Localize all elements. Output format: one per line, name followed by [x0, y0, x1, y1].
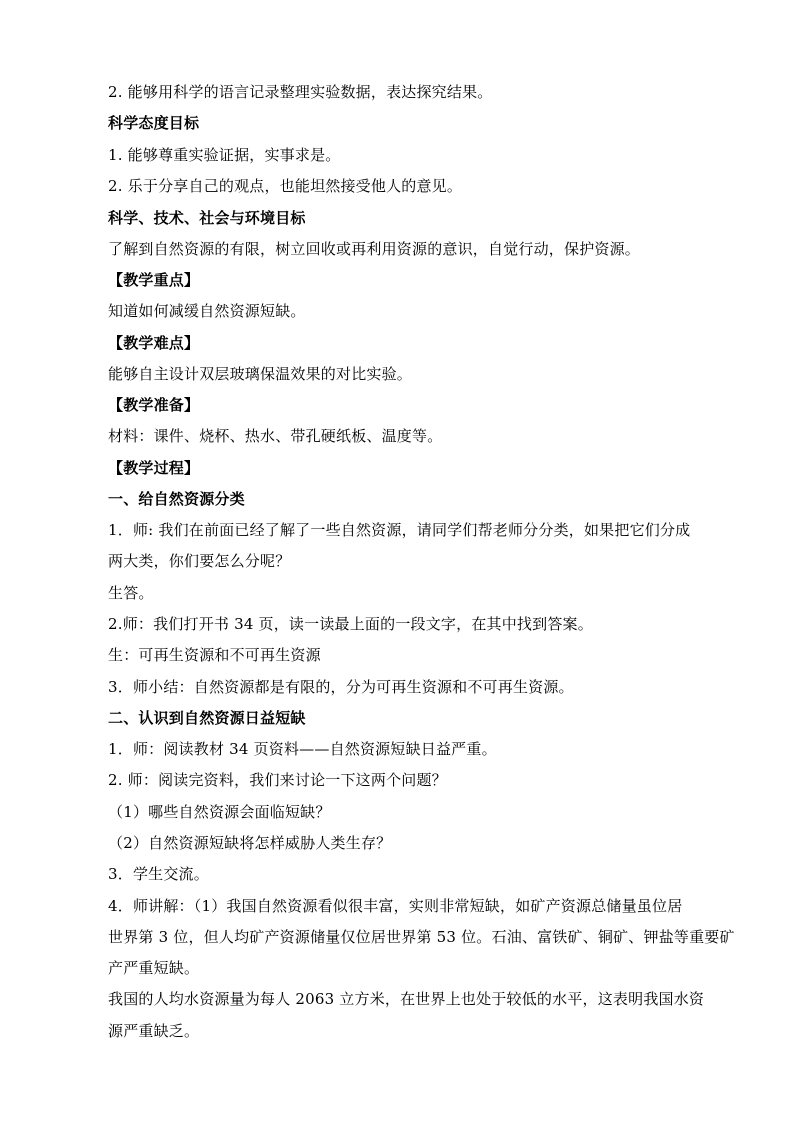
- paragraph-line: 4．师讲解：（1）我国自然资源看似很丰富，实则非常短缺，如矿产资源总储量虽位居: [108, 897, 683, 915]
- section-heading: 【教学准备】: [108, 396, 200, 414]
- section-heading: 二、认识到自然资源日益短缺: [108, 709, 306, 727]
- paragraph-line: 世界第 3 位，但人均矿产资源储量仅位居世界第 53 位。石油、富铁矿、铜矿、钾盐等重要矿: [108, 928, 735, 946]
- section-heading: 一、给自然资源分类: [108, 490, 245, 508]
- paragraph-line: 知道如何减缓自然资源短缺。: [108, 302, 306, 320]
- paragraph-line: 能够自主设计双层玻璃保温效果的对比实验。: [108, 365, 413, 383]
- paragraph-line: 材料：课件、烧杯、热水、带孔硬纸板、温度等。: [108, 427, 443, 445]
- paragraph-line: 两大类，你们要怎么分呢？: [108, 552, 291, 570]
- paragraph-line: 产严重短缺。: [108, 959, 200, 977]
- paragraph-line: 2. 师：阅读完资料，我们来讨论一下这两个问题？: [108, 771, 447, 789]
- section-heading: 【教学过程】: [108, 459, 200, 477]
- paragraph-line: 1．师：阅读教材 34 页资料——自然资源短缺日益严重。: [108, 740, 497, 758]
- section-heading: 【教学重点】: [108, 271, 200, 289]
- paragraph-line: 1．师: 我们在前面已经了解了一些自然资源，请同学们帮老师分分类，如果把它们分成: [108, 521, 691, 539]
- paragraph-line: 生答。: [108, 584, 154, 602]
- paragraph-line: 2. 乐于分享自己的观点，也能坦然接受他人的意见。: [108, 177, 463, 195]
- paragraph-line: 2. 能够用科学的语言记录整理实验数据，表达探究结果。: [108, 83, 493, 101]
- section-heading: 科学、技术、社会与环境目标: [108, 209, 306, 227]
- paragraph-line: 我国的人均水资源量为每人 2063 立方米，在世界上也处于较低的水平，这表明我国水资: [108, 990, 705, 1008]
- section-heading: 【教学难点】: [108, 334, 200, 352]
- paragraph-line: 了解到自然资源的有限，树立回收或再利用资源的意识，自觉行动，保护资源。: [108, 240, 641, 258]
- section-heading: 科学态度目标: [108, 114, 200, 132]
- paragraph-line: 3．师小结：自然资源都是有限的，分为可再生资源和不可再生资源。: [108, 678, 574, 696]
- paragraph-line: （2）自然资源短缺将怎样威胁人类生存？: [108, 834, 392, 852]
- paragraph-line: 源严重缺乏。: [108, 1022, 200, 1040]
- paragraph-line: 3．学生交流。: [108, 865, 209, 883]
- paragraph-line: 2.师：我们打开书 34 页，读一读最上面的一段文字，在其中找到答案。: [108, 615, 593, 633]
- paragraph-line: 生：可再生资源和不可再生资源: [108, 646, 321, 664]
- paragraph-line: 1. 能够尊重实验证据，实事求是。: [108, 146, 341, 164]
- paragraph-line: （1）哪些自然资源会面临短缺？: [108, 803, 331, 821]
